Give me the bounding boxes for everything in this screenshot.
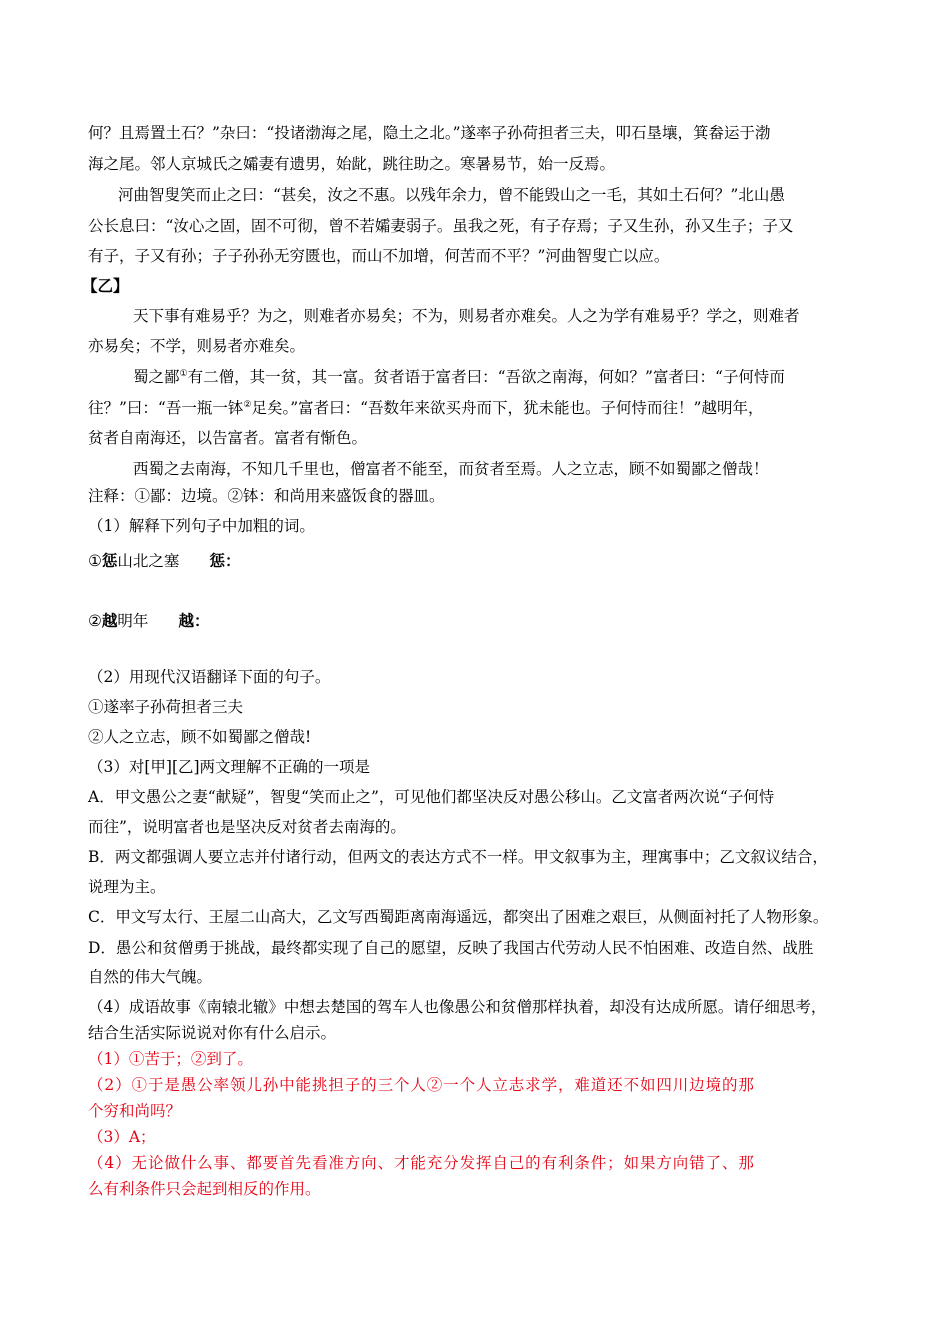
yi-p1-line-2: 亦易矣；不学，则易者亦难矣。 (88, 337, 306, 355)
jia-line-3: 河曲智叟笑而止之曰：“甚矣，汝之不惠。以残年余力，曾不能毁山之一毛，其如土石何？”北山愚 (118, 186, 785, 204)
q3-option-b-line-2: 说理为主。 (88, 878, 166, 896)
footnote-marker-2: ② (243, 399, 252, 410)
answer-2-line-1: （2）①于是愚公率领儿孙中能挑担子的三个人②一个人立志求学，难道还不如四川边境的那 (88, 1076, 755, 1094)
yi-heading: 【乙】 (82, 276, 129, 295)
q1-item-1 (88, 550, 240, 572)
yi-p2-line-2 (88, 397, 763, 419)
q1-item-1-answer-label: 惩： (209, 551, 241, 570)
q1-item-2-prefix: ② (88, 612, 102, 630)
answer-4-line-1: （4）无论做什么事、都要首先看准方向、才能充分发挥自己的有利条件；如果方向错了、那 (88, 1154, 755, 1172)
yi-p2-text-d: 足矣。”富者曰：“吾数年来欲买舟而下，犹未能也。子何恃而往！”越明年， (251, 399, 764, 417)
yi-p1-line-1: 天下事有难易乎？为之，则难者亦易矣；不为，则易者亦难矣。人之为学有难易乎？学之，则难者 (133, 307, 800, 325)
jia-line-1: 何？且焉置土石？”杂曰：“投诸渤海之尾，隐土之北。”遂率子孙荷担者三夫，叩石垦壤，箕畚运于渤 (88, 124, 771, 142)
q3-option-d-line-1: D．愚公和贫僧勇于挑战，最终都实现了自己的愿望，反映了我国古代劳动人民不怕困难、改造自然、战胜 (88, 939, 814, 957)
q1-item-2-rest: 明年 (117, 612, 149, 630)
answer-3: （3）A； (88, 1128, 156, 1146)
q1-title: （1）解释下列句子中加粗的词。 (88, 517, 315, 535)
q3-option-b-line-1: B．两文都强调人要立志并付诸行动，但两文的表达方式不一样。甲文叙事为主，理寓事中；乙文叙议结合， (88, 848, 828, 866)
q2-item-2: ②人之立志，顾不如蜀鄙之僧哉! (88, 728, 312, 746)
q1-item-1-bold-word: 惩 (101, 551, 118, 570)
q1-item-2 (88, 610, 209, 632)
jia-line-5: 有子，子又有孙；子子孙孙无穷匮也，而山不加增，何苦而不平？”河曲智叟亡以应。 (88, 247, 670, 265)
q4-line-1: （4）成语故事《南辕北辙》中想去楚国的驾车人也像愚公和贫僧那样执着，却没有达成所愿。请仔细思考， (88, 998, 827, 1016)
yi-p2-text-c: 往？”曰：“吾一瓶一钵 (88, 399, 244, 417)
yi-p2-line-1 (133, 366, 785, 388)
answer-2-line-2: 个穷和尚吗？ (88, 1102, 182, 1120)
q2-item-1: ①遂率子孙荷担者三夫 (88, 698, 244, 716)
q3-option-a-line-1: A．甲文愚公之妻“献疑”，智叟“笑而止之”，可见他们都坚决反对愚公移山。乙文富者两次说“子何恃 (88, 788, 775, 806)
q1-item-1-rest: 山北之塞 (117, 552, 180, 570)
yi-p2-line-3: 贫者自南海还，以告富者。富者有惭色。 (88, 429, 368, 447)
yi-note: 注释：①鄙：边境。②钵：和尚用来盛饭食的器皿。 (88, 487, 445, 505)
yi-p2-text-a: 蜀之鄙 (133, 368, 180, 386)
yi-p3: 西蜀之去南海，不知几千里也，僧富者不能至，而贫者至焉。人之立志，顾不如蜀鄙之僧哉！ (133, 460, 769, 478)
q1-item-2-bold-word: 越 (101, 611, 118, 630)
footnote-marker-1: ① (179, 368, 188, 379)
jia-line-4: 公长息曰：“汝心之固，固不可彻，曾不若孀妻弱子。虽我之死，有子存焉；子又生孙，孙又生子；子又 (88, 217, 794, 235)
yi-p2-text-b: 有二僧，其一贫，其一富。贫者语于富者曰：“吾欲之南海，何如？”富者曰：“子何恃而 (187, 368, 785, 386)
answer-1: （1）①苦于；②到了。 (88, 1050, 253, 1068)
q3-option-a-line-2: 而往”，说明富者也是坚决反对贫者去南海的。 (88, 818, 406, 836)
q2-title: （2）用现代汉语翻译下面的句子。 (88, 668, 331, 686)
jia-line-2: 海之尾。邻人京城氏之孀妻有遗男，始龀，跳往助之。寒暑易节，始一反焉。 (88, 155, 616, 173)
q1-item-1-prefix: ① (88, 552, 102, 570)
q3-option-d-line-2: 自然的伟大气魄。 (88, 968, 213, 986)
answer-4-line-2: 么有利条件只会起到相反的作用。 (88, 1180, 321, 1198)
q1-item-2-answer-label: 越： (178, 611, 210, 630)
q4-line-2: 结合生活实际说说对你有什么启示。 (88, 1024, 337, 1042)
q3-title: （3）对[甲][乙]两文理解不正确的一项是 (88, 758, 371, 776)
q3-option-c: C．甲文写太行、王屋二山高大，乙文写西蜀距离南海遥远，都突出了困难之艰巨，从侧面衬托了人物形象。 (88, 908, 829, 926)
